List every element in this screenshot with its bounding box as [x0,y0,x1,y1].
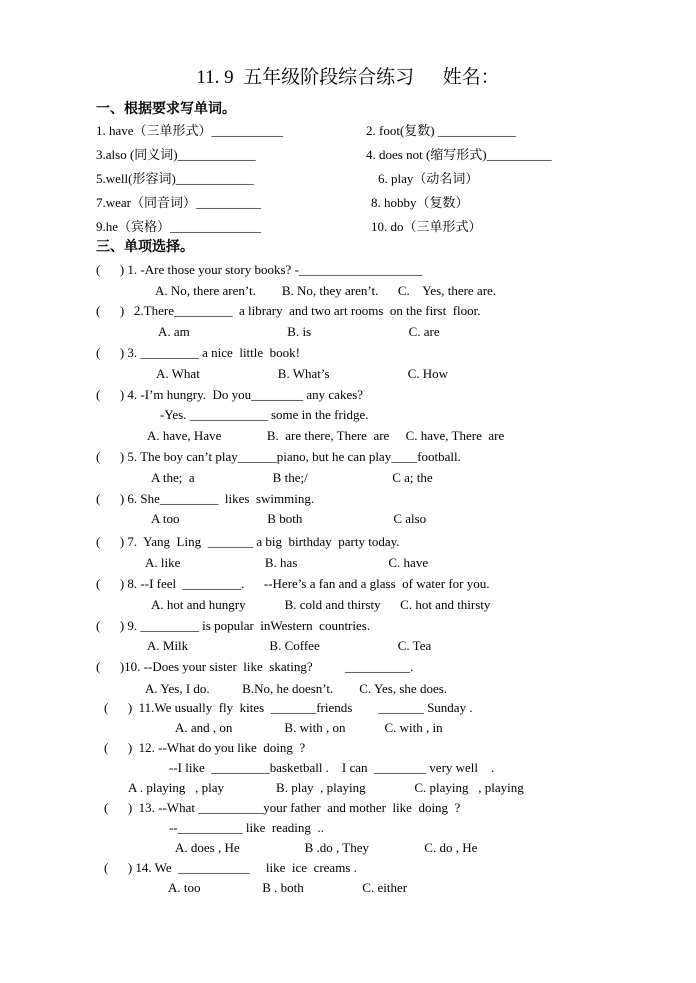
q1-item-10: 10. do（三单形式） [371,219,482,234]
mc-question-14: ( ) 14. We ___________ like ice creams . [104,860,357,875]
mc-options-5: A the; a B the;/ C a; the [151,470,433,485]
mc-question-4-reply: -Yes. ____________ some in the fridge. [160,407,369,422]
mc-question-13-reply: --__________ like reading .. [169,820,324,835]
q1-item-4: 4. does not (缩写形式)__________ [366,147,552,162]
q1-item-5: 5.well(形容词)____________ [96,171,254,186]
mc-options-11: A. and , on B. with , on C. with , in [175,720,443,735]
mc-options-14: A. too B . both C. either [168,880,408,895]
mc-question-3: ( ) 3. _________ a nice little book! [96,345,300,360]
mc-options-6: A too B both C also [151,511,427,526]
q1-item-1: 1. have（三单形式）___________ [96,123,284,138]
mc-question-2: ( ) 2.There_________ a library and two art rooms on the first floor. [96,303,481,318]
mc-options-10: A. Yes, I do. B.No, he doesn’t. C. Yes, she does. [145,681,448,696]
mc-question-7: ( ) 7. Yang Ling _______ a big birthday party today. [96,534,400,549]
mc-question-1: ( ) 1. -Are those your story books? -___________________ [96,262,423,277]
mc-question-11: ( ) 11.We usually fly kites _______friends _______ Sunday . [104,700,473,715]
q1-item-2: 2. foot(复数) ____________ [366,123,516,138]
q1-item-9: 9.he（宾格）______________ [96,219,262,234]
mc-options-12: A . playing , play B. play , playing C. playing , playing [128,780,524,795]
mc-question-5: ( ) 5. The boy can’t play______piano, but he can play____football. [96,449,461,464]
section-1-heading: 一、根据要求写单词。 [96,102,236,117]
q1-item-7: 7.wear（同音词）__________ [96,195,262,210]
q1-item-8: 8. hobby（复数） [371,195,469,210]
mc-question-9: ( ) 9. _________ is popular inWestern countries. [96,618,371,633]
mc-options-7: A. like B. has C. have [145,555,429,570]
q1-item-3: 3.also (同义词)____________ [96,147,256,162]
mc-options-1: A. No, there aren’t. B. No, they aren’t. C. Yes, there are. [155,283,497,298]
mc-question-8: ( ) 8. --I feel _________. --Here’s a fan and a glass of water for you. [96,576,490,591]
mc-options-13: A. does , He B .do , They C. do , He [175,840,478,855]
mc-options-3: A. What B. What’s C. How [156,366,449,381]
mc-options-8: A. hot and hungry B. cold and thirsty C. hot and thirsty [151,597,491,612]
mc-question-10: ( )10. --Does your sister like skating? __________. [96,659,414,674]
page-title: 11. 9 五年级阶段综合练习 姓名： [196,67,500,88]
mc-question-13: ( ) 13. --What __________your father and mother like doing ? [104,800,461,815]
mc-options-9: A. Milk B. Coffee C. Tea [147,638,432,653]
mc-question-12-reply: --I like _________basketball . I can ________ very well . [169,760,495,775]
mc-options-2: A. am B. is C. are [158,324,440,339]
section-3-heading: 三、单项选择。 [96,240,194,255]
mc-options-4: A. have, Have B. are there, There are C. have, There are [147,428,505,443]
q1-item-6: 6. play（动名词） [378,171,479,186]
mc-question-4: ( ) 4. -I’m hungry. Do you________ any cakes? [96,387,364,402]
mc-question-12: ( ) 12. --What do you like doing ? [104,740,306,755]
mc-question-6: ( ) 6. She_________ likes swimming. [96,491,315,506]
